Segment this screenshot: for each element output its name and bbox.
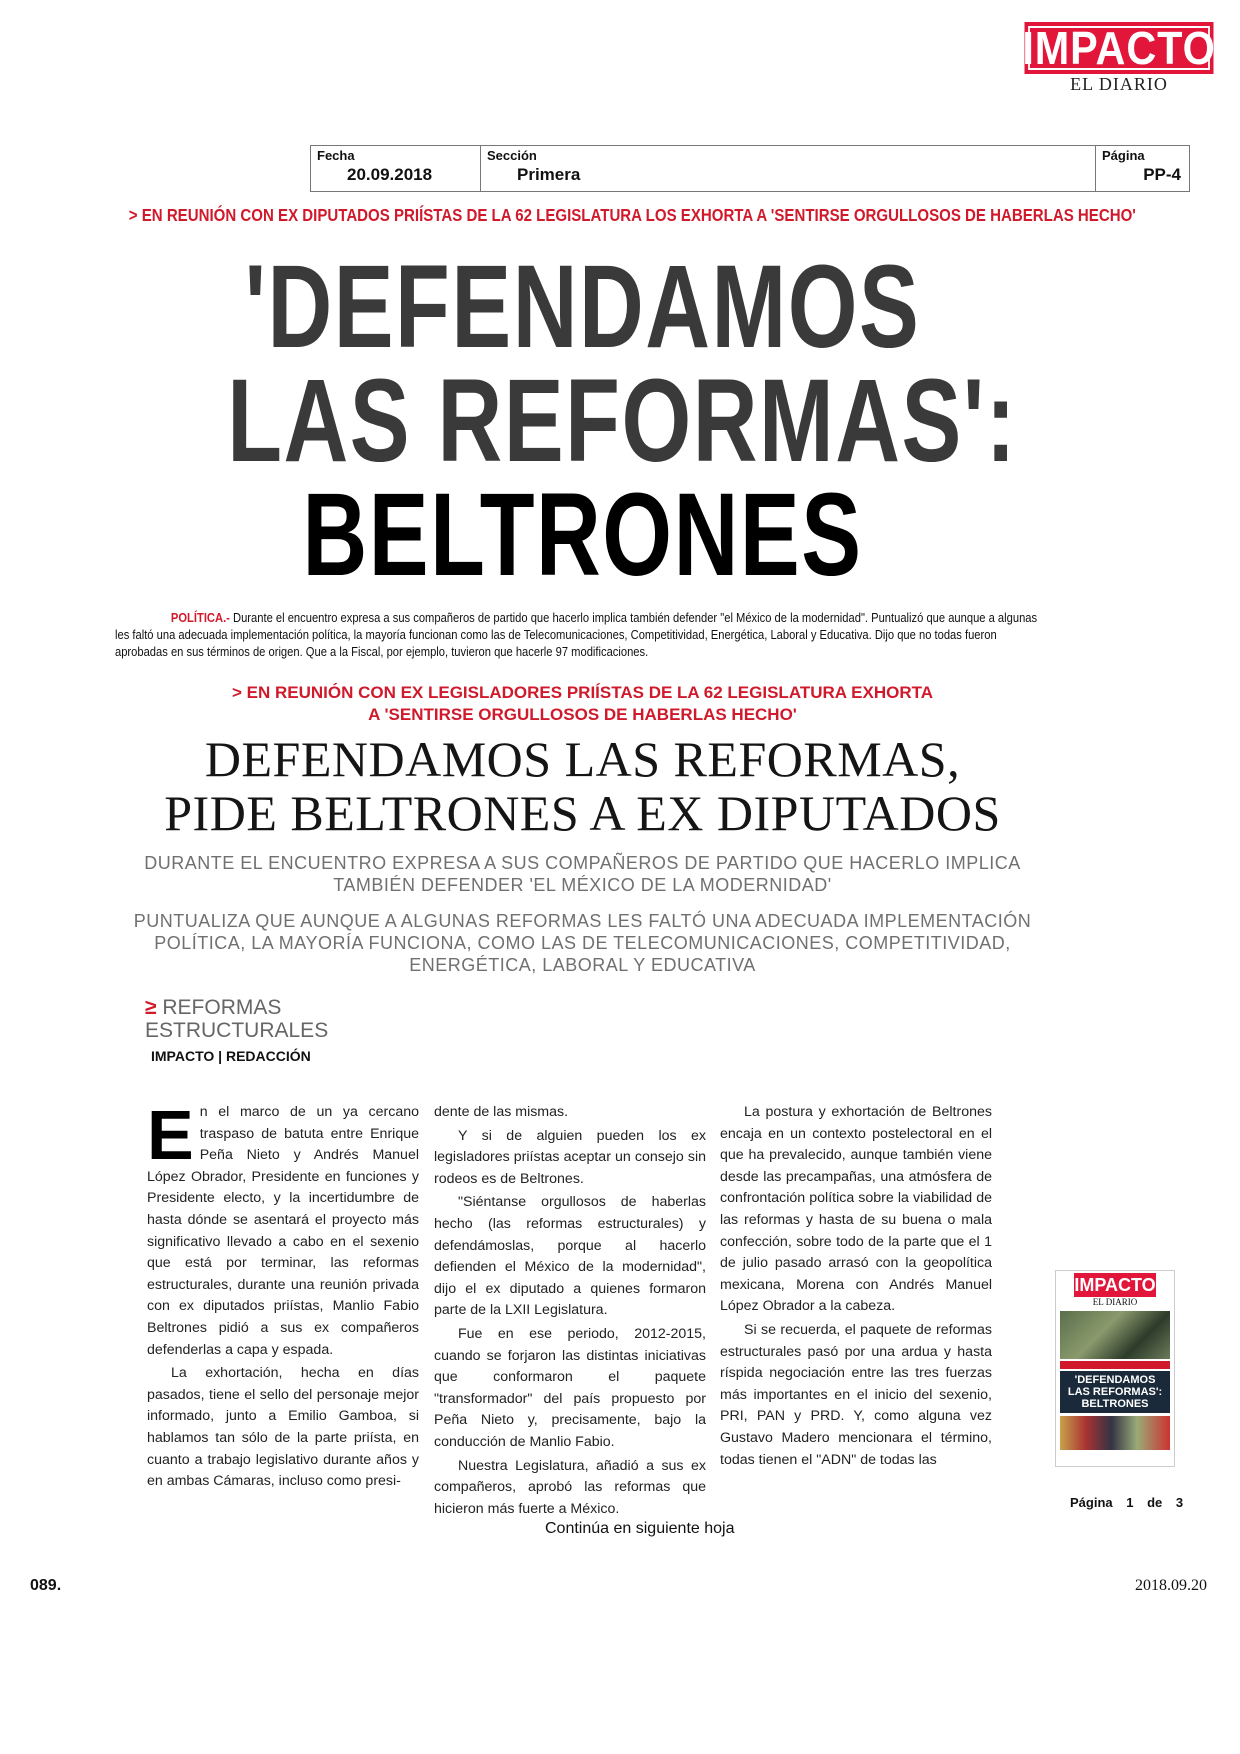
article-column-1	[147, 1096, 419, 1495]
masthead-logo	[1014, 22, 1224, 95]
col1-paragraph-1: n el marco de un ya cercano traspaso de batuta entre Enrique Peña Nieto y Andrés Manuel López Obrador, Presidente en funciones y Presidente electo, y la incertidumbre de hasta dónde se asentará el proyecto más significativo llevado a cabo en el sexenio que está por terminar, las reformas estructurales, durante una reunión privada con ex diputados priístas, Manlio Fabio Beltrones pidió a sus ex compañeros defenderlas a capa y espada.	[147, 1104, 419, 1358]
inside-headline	[115, 732, 1050, 840]
col2-paragraph-1: Y si de alguien pueden los ex legisladores priístas aceptar un consejo sin rodeos es de Beltrones.	[434, 1127, 706, 1187]
col3-paragraph-1: La postura y exhortación de Beltrones encaja en un contexto postelectoral en el que ha prevalecido, aunque también viene desde las precampañas, una atmósfera de confrontación política sobre la viabilidad de las reformas y hasta de su buena o mala confección, sobre todo de la parte que el 1 de julio pasado arrasó con la geopolítica mexicana, Morena con Andrés Manuel López Obrador a la cabeza.	[720, 1104, 992, 1315]
thumbnail-headline	[1060, 1371, 1170, 1413]
inside-kicker	[115, 682, 1050, 726]
lead-tag: POLÍTICA.-	[170, 610, 230, 626]
thumbnail-headline-line3: BELTRONES	[1081, 1398, 1149, 1410]
logo-wordmark: IMPACTO	[1022, 22, 1216, 74]
col2-paragraph-4: Nuestra Legislatura, añadió a sus ex compañeros, aprobó las reformas que hicieron más fuerte a México.	[434, 1457, 706, 1517]
footer-date: 2018.09.20	[1135, 1577, 1207, 1594]
fecha-cell	[311, 146, 481, 191]
continued-note: Continúa en siguiente hoja	[545, 1520, 735, 1537]
newspaper-clipping	[115, 200, 1136, 1065]
section-line1: REFORMAS	[162, 996, 282, 1020]
thumbnail-red-bar	[1060, 1361, 1170, 1369]
clipping-number: 089.	[30, 1577, 62, 1594]
seccion-cell	[481, 146, 1096, 191]
front-lead	[115, 609, 1052, 660]
col2-paragraph-2: "Siéntanse orgullosos de haberlas hecho (las reformas estructurales) y defendámoslas, porque al hacerlo defienden el México de la modernidad", dijo el ex diputado a quienes formaron parte de la LXII Legislatura.	[434, 1194, 706, 1319]
article-body	[147, 1096, 997, 1517]
thumbnail-photo	[1060, 1311, 1170, 1359]
page-of-count: Página 1 de 3	[1070, 1495, 1184, 1510]
inside-kicker-line1: > EN REUNIÓN CON EX LEGISLADORES PRIÍSTAS DE LA 62 LEGISLATURA EXHORTA	[231, 683, 933, 703]
fecha-label: Fecha	[317, 148, 355, 163]
col2-paragraph-3: Fue en ese periodo, 2012-2015, cuando se forjaron las distintas iniciativas que conformaron el paquete "transformador" del país propuesto por Peña Nieto y, precisamente, bajo la conducción de Manlio Fabio.	[434, 1325, 706, 1450]
col3-paragraph-2: Si se recuerda, el paquete de reformas estructurales pasó por una ardua y hasta ríspida negociación entre las tres fuerzas más importantes en el inicio del sexenio, PRI, PAN y PRD. Y, como alguna vez Gustavo Madero mencionara el término, todas tienen el "ADN" de todas las	[720, 1321, 992, 1468]
pagina-value: PP-4	[1143, 165, 1181, 184]
front-headline-line2: LAS REFORMAS':	[227, 354, 1018, 487]
article-column-2	[434, 1102, 706, 1522]
clipping-header-table	[310, 145, 1190, 192]
col2-paragraph-0: dente de las mismas.	[434, 1104, 569, 1120]
seccion-value: Primera	[517, 165, 581, 184]
col1-paragraph-2: La exhortación, hecha en días pasados, tiene el sello del personaje mejor informado, junto a Emilio Gamboa, si hablamos tan sólo de la parte priísta, en cuanto a trabajo legislativo durante años y en ambas Cámaras, incluso como presi-	[147, 1365, 419, 1490]
drop-cap: E	[147, 1096, 194, 1174]
front-kicker: > EN REUNIÓN CON EX DIPUTADOS PRIÍSTAS DE LA 62 LEGISLATURA LOS EXHORTA A 'SENTIRSE ORGULLOSOS DE HABERLAS HECHO'	[128, 205, 1136, 225]
deck-1: DURANTE EL ENCUENTRO EXPRESA A SUS COMPAÑEROS DE PARTIDO QUE HACERLO IMPLICA TAMBIÉN DEFENDER 'EL MÉXICO DE LA MODERNIDAD'	[144, 853, 1021, 896]
article-column-3	[720, 1102, 992, 1473]
section-line2: ESTRUCTURALES	[145, 1019, 329, 1043]
logo-subtitle: EL DIARIO	[1070, 74, 1168, 94]
thumbnail-logo-sub: EL DIARIO	[1092, 1297, 1138, 1307]
front-headline-line1: 'DEFENDAMOS	[244, 241, 921, 373]
pagina-label: Página	[1102, 148, 1145, 163]
thumbnail-logo: IMPACTO	[1074, 1275, 1156, 1295]
deck-2: PUNTUALIZA QUE AUNQUE A ALGUNAS REFORMAS LES FALTÓ UNA ADECUADA IMPLEMENTACIÓN POLÍTICA, LA MAYORÍA FUNCIONA, COMO LAS DE TELECOMUNICACIONES, COMPETITIVIDAD, ENERGÉTICA, LABORAL Y EDUCATIVA	[133, 911, 1032, 976]
front-headline-line3: BELTRONES	[302, 468, 863, 601]
thumbnail-headline-line2: LAS REFORMAS':	[1067, 1386, 1163, 1398]
fecha-value: 20.09.2018	[347, 165, 433, 184]
section-marker-icon: ≥	[145, 996, 157, 1020]
lead-text: Durante el encuentro expresa a sus compañeros de partido que hacerlo implica también defender "el México de la modernidad". Puntualizó que aunque a algunas les faltó una adecuada implementación política, la mayoría funcionan como las de Telecomunicaciones, Competitividad, Energética, Laboral y Educativa. Dijo que no todas fueron aprobadas en sus términos de origen. Que a la Fiscal, por ejemplo, tuvieron que hacerle 97 modificaciones.	[115, 610, 1038, 660]
thumbnail-photo-strip	[1060, 1416, 1170, 1450]
inside-headline-line2: PIDE BELTRONES A EX DIPUTADOS	[164, 785, 1001, 842]
section-label	[115, 996, 1050, 1064]
pagina-cell	[1096, 146, 1189, 191]
inside-headline-line1: DEFENDAMOS LAS REFORMAS,	[204, 731, 961, 788]
inside-kicker-line2: A 'SENTIRSE ORGULLOSOS DE HABERLAS HECHO'	[368, 705, 797, 725]
seccion-label: Sección	[487, 148, 537, 163]
thumbnail-headline-line1: 'DEFENDAMOS	[1074, 1374, 1156, 1386]
front-page-thumbnail	[1055, 1270, 1175, 1467]
byline: IMPACTO | REDACCIÓN	[151, 1048, 311, 1065]
